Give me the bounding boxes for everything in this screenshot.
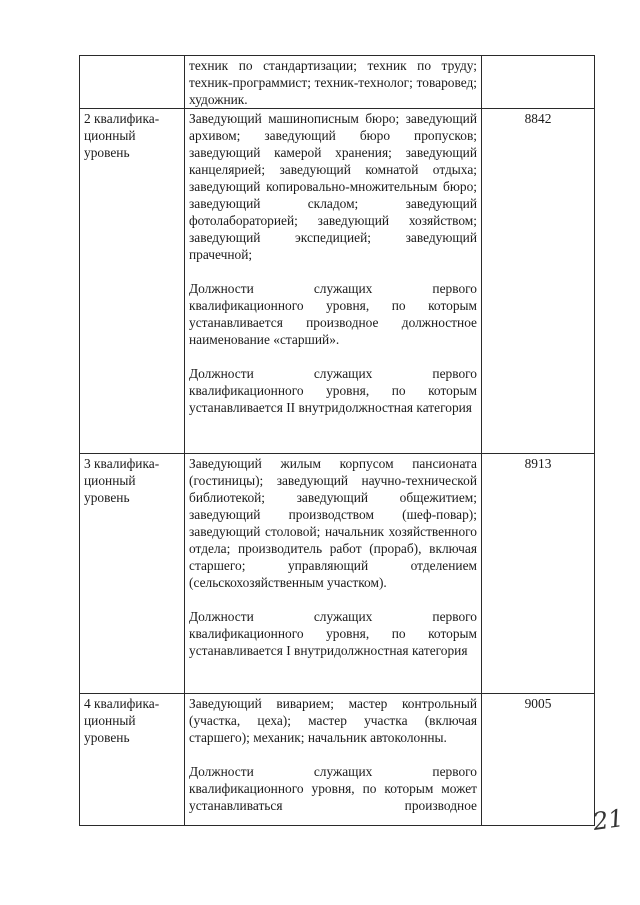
positions-text: Должности служащих первого квалификационного уровня, по которым устанавливается I внутридолжностная категория [189,609,477,658]
positions-text: Должности служащих первого квалификационного уровня, по которым устанавливается производное должностное наименование «старший». [189,281,477,347]
qualification-table [79,55,595,826]
table-row [80,454,595,694]
salary-cell: 9005 [482,694,595,826]
positions-cell [185,56,482,109]
salary-cell [482,56,595,109]
table-row [80,694,595,826]
table-row [80,109,595,454]
level-cell: 2 квалифика-ционный уровень [80,109,185,454]
positions-text: Заведующий жилым корпусом пансионата (гостиницы); заведующий научно-технической библиотекой; заведующий общежитием; заведующий производством (шеф-повар); заведующий столовой; начальник хозяйственного отдела; производитель работ (прораб), включая старшего; управляющий отделением (сельскохозяйственным участком). [189,456,477,590]
page-number: 21 [591,804,626,836]
positions-text: техник по стандартизации; техник по труду; техник-программист; техник-технолог; товаровед; художник. [189,58,477,107]
positions-text: Должности служащих первого квалификационного уровня, по которым может устанавливаться производное [189,764,477,813]
positions-cell [185,694,482,826]
salary-cell: 8913 [482,454,595,694]
salary-cell: 8842 [482,109,595,454]
table-row [80,56,595,109]
positions-cell [185,109,482,454]
level-cell: 4 квалифика-ционный уровень [80,694,185,826]
positions-text: Должности служащих первого квалификационного уровня, по которым устанавливается II внутридолжностная категория [189,366,477,415]
level-cell: 3 квалифика-ционный уровень [80,454,185,694]
level-cell [80,56,185,109]
positions-text: Заведующий машинописным бюро; заведующий архивом; заведующий бюро пропусков; заведующий камерой хранения; заведующий канцелярией; заведующий комнатой отдыха; заведующий копировально-множительным бюро; заведующий складом; заведующий фотолабораторией; заведующий хозяйством; заведующий экспедицией; заведующий прачечной; [189,111,477,262]
positions-text: Заведующий виварием; мастер контрольный (участка, цеха); мастер участка (включая старшего); механик; начальник автоколонны. [189,696,477,745]
positions-cell [185,454,482,694]
